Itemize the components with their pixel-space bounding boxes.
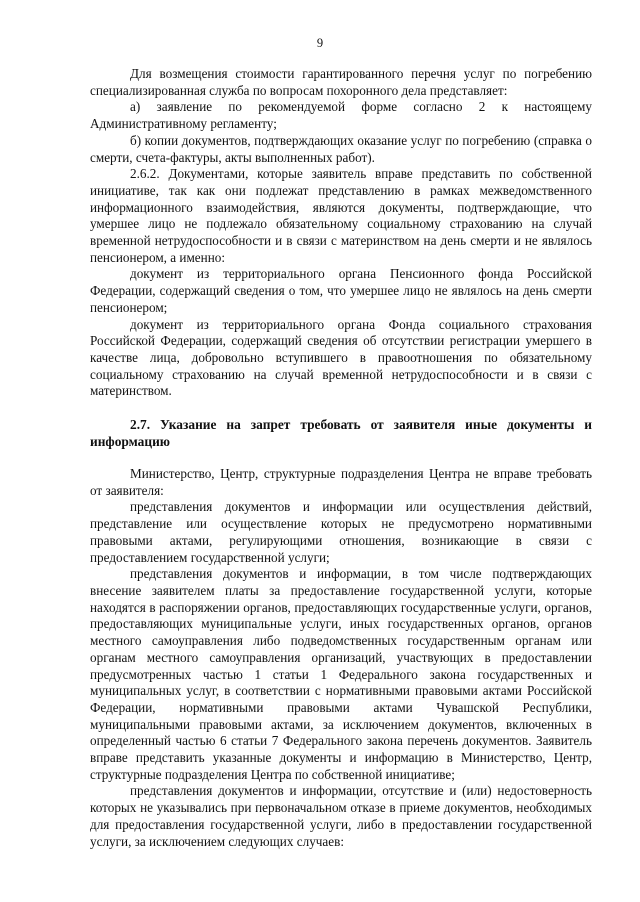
paragraph: Министерство, Центр, структурные подразделения Центра не вправе требовать от заявителя: <box>90 466 592 498</box>
paragraph: представления документов и информации, в том числе подтверждающих внесение заявителем платы за предоставление государственной услуги, которые находятся в распоряжении органов, предоставляющих государственные услуги, органов, предоставляющих муниципальные услуги, иных государственных органов, органов местного самоуправления либо подведомственных государственным органам или органам местного самоуправления организаций, участвующих в предоставлении предусмотренных частью 1 статьи 1 Федерального закона государственных и муниципальных услуг, в соответствии с нормативными правовыми актами Российской Федерации, нормативными правовыми актами Чувашской Республики, муниципальными правовыми актами, за исключением документов, включенных в определенный частью 6 статьи 7 Федерального закона перечень документов. Заявитель вправе представить указанные документы и информацию в Министерство, Центр, структурные подразделения Центра по собственной инициативе; <box>90 566 592 782</box>
paragraph: представления документов и информации, отсутствие и (или) недостоверность которых не указывались при первоначальном отказе в приеме документов, необходимых для предоставления государственной услуги, либо в предоставлении государственной услуги, за исключением следующих случаев: <box>90 783 592 849</box>
paragraph: б) копии документов, подтверждающих оказание услуг по погребению (справка о смерти, счета-фактуры, акты выполненных работ). <box>90 132 592 165</box>
paragraph: документ из территориального органа Пенсионного фонда Российской Федерации, содержащий сведения о том, что умершее лицо не являлось на день смерти пенсионером; <box>90 266 592 315</box>
paragraph: представления документов и информации или осуществления действий, представление или осуществление которых не предусмотрено нормативными правовыми актами, регулирующими отношения, возникающие в связи с предоставлением государственной услуги; <box>90 499 592 565</box>
paragraph: документ из территориального органа Фонда социального страхования Российской Федерации, содержащий сведения об отсутствии регистрации умершего в качестве лица, добровольно вступившего в правоотношения по обязательному социальному страхованию на случай временной нетрудоспособности и в связи с материнством. <box>90 316 592 399</box>
paragraph: а) заявление по рекомендуемой форме согласно 2 к настоящему Административному регламенту; <box>90 99 592 132</box>
paragraph: Для возмещения стоимости гарантированного перечня услуг по погребению специализированная служба по вопросам похоронного дела представляет: <box>90 66 592 98</box>
section-heading: 2.7. Указание на запрет требовать от заявителя иные документы и информацию <box>90 417 592 450</box>
page-number: 9 <box>316 36 324 50</box>
paragraph: 2.6.2. Документами, которые заявитель вправе представить по собственной инициативе, так как они подлежат представлению в рамках межведомственного информационного взаимодействия, являются документы, подтверждающие, что умершее лицо не подлежало обязательному социальному страхованию на случай временной нетрудоспособности и в связи с материнством на день смерти и не являлось пенсионером, а именно: <box>90 166 592 265</box>
